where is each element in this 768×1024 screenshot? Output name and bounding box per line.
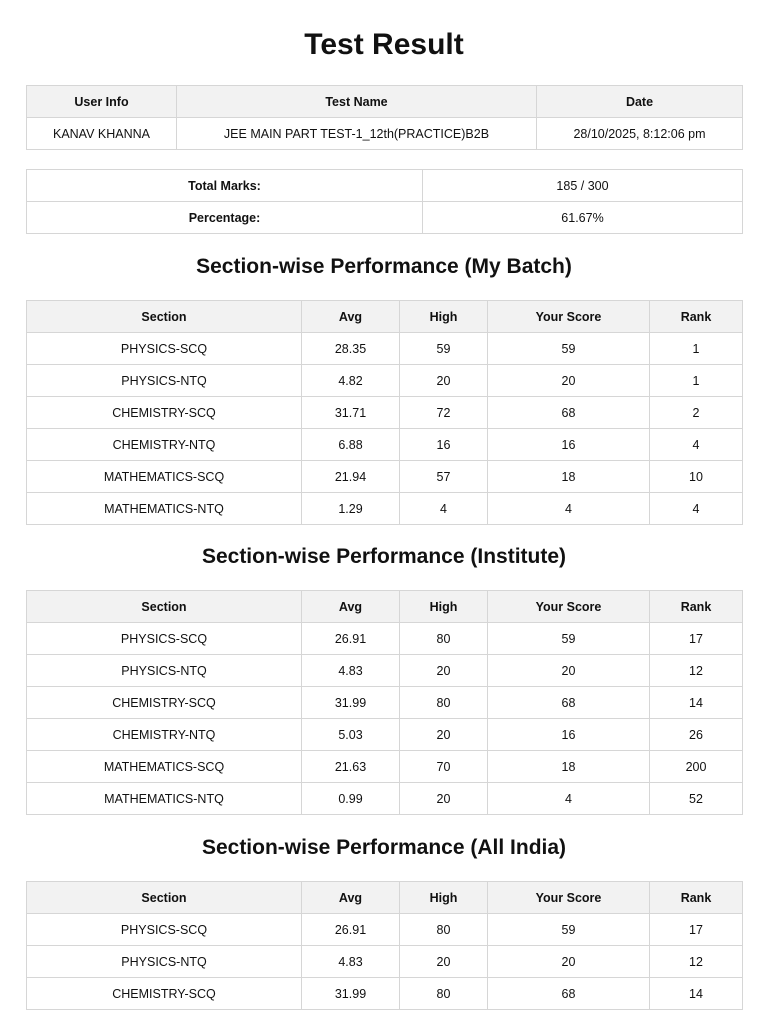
avg-cell: 26.91 — [302, 914, 400, 946]
high-cell: 20 — [400, 719, 488, 751]
table-row — [27, 397, 743, 429]
section-cell: MATHEMATICS-NTQ — [27, 783, 302, 815]
your-score-cell: 20 — [488, 365, 650, 397]
table-header-row — [27, 301, 743, 333]
date-header: Date — [537, 86, 743, 118]
avg-cell: 4.83 — [302, 655, 400, 687]
test-name-header: Test Name — [177, 86, 537, 118]
avg-cell: 21.63 — [302, 751, 400, 783]
rank-cell: 14 — [650, 978, 743, 1010]
high-cell: 80 — [400, 687, 488, 719]
rank-header: Rank — [650, 301, 743, 333]
your-score-cell: 59 — [488, 623, 650, 655]
performance-table-my-batch — [26, 300, 743, 525]
table-row — [27, 655, 743, 687]
section-cell: PHYSICS-NTQ — [27, 946, 302, 978]
section-title-all-india: Section-wise Performance (All India) — [201, 836, 567, 859]
table-header-row — [27, 591, 743, 623]
rank-cell: 52 — [650, 783, 743, 815]
your-score-cell: 68 — [488, 397, 650, 429]
percentage-label: Percentage: — [27, 202, 423, 234]
section-cell: CHEMISTRY-SCQ — [27, 687, 302, 719]
user-info-table — [26, 85, 743, 150]
table-row — [27, 946, 743, 978]
your-score-cell: 4 — [488, 783, 650, 815]
table-row — [27, 978, 743, 1010]
table-row — [27, 170, 743, 202]
section-cell: PHYSICS-SCQ — [27, 623, 302, 655]
high-cell: 20 — [400, 365, 488, 397]
section-title-institute: Section-wise Performance (Institute) — [201, 545, 567, 568]
user-name-cell: KANAV KHANNA — [27, 118, 177, 150]
avg-cell: 4.83 — [302, 946, 400, 978]
table-row — [27, 719, 743, 751]
avg-header: Avg — [302, 882, 400, 914]
avg-cell: 1.29 — [302, 493, 400, 525]
section-title-my-batch: Section-wise Performance (My Batch) — [196, 255, 572, 278]
high-cell: 4 — [400, 493, 488, 525]
avg-cell: 21.94 — [302, 461, 400, 493]
avg-header: Avg — [302, 591, 400, 623]
your-score-cell: 20 — [488, 946, 650, 978]
your-score-cell: 18 — [488, 751, 650, 783]
your-score-cell: 16 — [488, 429, 650, 461]
table-header-row — [27, 882, 743, 914]
rank-cell: 26 — [650, 719, 743, 751]
your-score-cell: 18 — [488, 461, 650, 493]
avg-cell: 26.91 — [302, 623, 400, 655]
high-cell: 70 — [400, 751, 488, 783]
avg-cell: 31.99 — [302, 978, 400, 1010]
performance-table-institute — [26, 590, 743, 815]
rank-cell: 14 — [650, 687, 743, 719]
section-header: Section — [27, 591, 302, 623]
table-row — [27, 461, 743, 493]
table-row — [27, 751, 743, 783]
performance-table-all-india — [26, 881, 743, 1010]
user-info-header: User Info — [27, 86, 177, 118]
high-cell: 16 — [400, 429, 488, 461]
section-cell: CHEMISTRY-NTQ — [27, 429, 302, 461]
table-row — [27, 365, 743, 397]
rank-cell: 4 — [650, 493, 743, 525]
table-row — [27, 687, 743, 719]
table-row — [27, 783, 743, 815]
rank-cell: 12 — [650, 946, 743, 978]
high-cell: 80 — [400, 978, 488, 1010]
avg-cell: 31.71 — [302, 397, 400, 429]
section-cell: PHYSICS-NTQ — [27, 655, 302, 687]
your-score-cell: 20 — [488, 655, 650, 687]
high-cell: 20 — [400, 655, 488, 687]
section-cell: PHYSICS-SCQ — [27, 914, 302, 946]
rank-cell: 17 — [650, 914, 743, 946]
table-row — [27, 914, 743, 946]
your-score-cell: 59 — [488, 333, 650, 365]
table-row — [27, 623, 743, 655]
section-cell: MATHEMATICS-NTQ — [27, 493, 302, 525]
rank-cell: 1 — [650, 333, 743, 365]
avg-cell: 31.99 — [302, 687, 400, 719]
table-row — [27, 333, 743, 365]
avg-header: Avg — [302, 301, 400, 333]
high-cell: 59 — [400, 333, 488, 365]
high-header: High — [400, 882, 488, 914]
summary-table — [26, 169, 743, 234]
table-row — [27, 493, 743, 525]
rank-header: Rank — [650, 591, 743, 623]
rank-header: Rank — [650, 882, 743, 914]
rank-cell: 200 — [650, 751, 743, 783]
avg-cell: 28.35 — [302, 333, 400, 365]
high-cell: 72 — [400, 397, 488, 429]
high-header: High — [400, 591, 488, 623]
high-cell: 57 — [400, 461, 488, 493]
section-cell: MATHEMATICS-SCQ — [27, 751, 302, 783]
section-cell: CHEMISTRY-SCQ — [27, 397, 302, 429]
high-cell: 80 — [400, 914, 488, 946]
total-marks-value: 185 / 300 — [423, 170, 743, 202]
section-cell: PHYSICS-SCQ — [27, 333, 302, 365]
avg-cell: 5.03 — [302, 719, 400, 751]
section-header: Section — [27, 882, 302, 914]
date-cell: 28/10/2025, 8:12:06 pm — [537, 118, 743, 150]
section-cell: MATHEMATICS-SCQ — [27, 461, 302, 493]
avg-cell: 0.99 — [302, 783, 400, 815]
rank-cell: 2 — [650, 397, 743, 429]
section-cell: PHYSICS-NTQ — [27, 365, 302, 397]
total-marks-label: Total Marks: — [27, 170, 423, 202]
table-row — [27, 118, 743, 150]
section-header: Section — [27, 301, 302, 333]
rank-cell: 17 — [650, 623, 743, 655]
your-score-cell: 16 — [488, 719, 650, 751]
high-cell: 80 — [400, 623, 488, 655]
your-score-cell: 59 — [488, 914, 650, 946]
your-score-cell: 68 — [488, 978, 650, 1010]
your-score-cell: 4 — [488, 493, 650, 525]
your-score-header: Your Score — [488, 301, 650, 333]
rank-cell: 10 — [650, 461, 743, 493]
table-row — [27, 429, 743, 461]
your-score-header: Your Score — [488, 882, 650, 914]
percentage-value: 61.67% — [423, 202, 743, 234]
table-header-row — [27, 86, 743, 118]
test-name-cell: JEE MAIN PART TEST-1_12th(PRACTICE)B2B — [177, 118, 537, 150]
section-cell: CHEMISTRY-SCQ — [27, 978, 302, 1010]
avg-cell: 4.82 — [302, 365, 400, 397]
avg-cell: 6.88 — [302, 429, 400, 461]
table-row — [27, 202, 743, 234]
high-header: High — [400, 301, 488, 333]
rank-cell: 1 — [650, 365, 743, 397]
high-cell: 20 — [400, 783, 488, 815]
page-title: Test Result — [304, 28, 464, 61]
your-score-cell: 68 — [488, 687, 650, 719]
rank-cell: 12 — [650, 655, 743, 687]
section-cell: CHEMISTRY-NTQ — [27, 719, 302, 751]
high-cell: 20 — [400, 946, 488, 978]
rank-cell: 4 — [650, 429, 743, 461]
your-score-header: Your Score — [488, 591, 650, 623]
